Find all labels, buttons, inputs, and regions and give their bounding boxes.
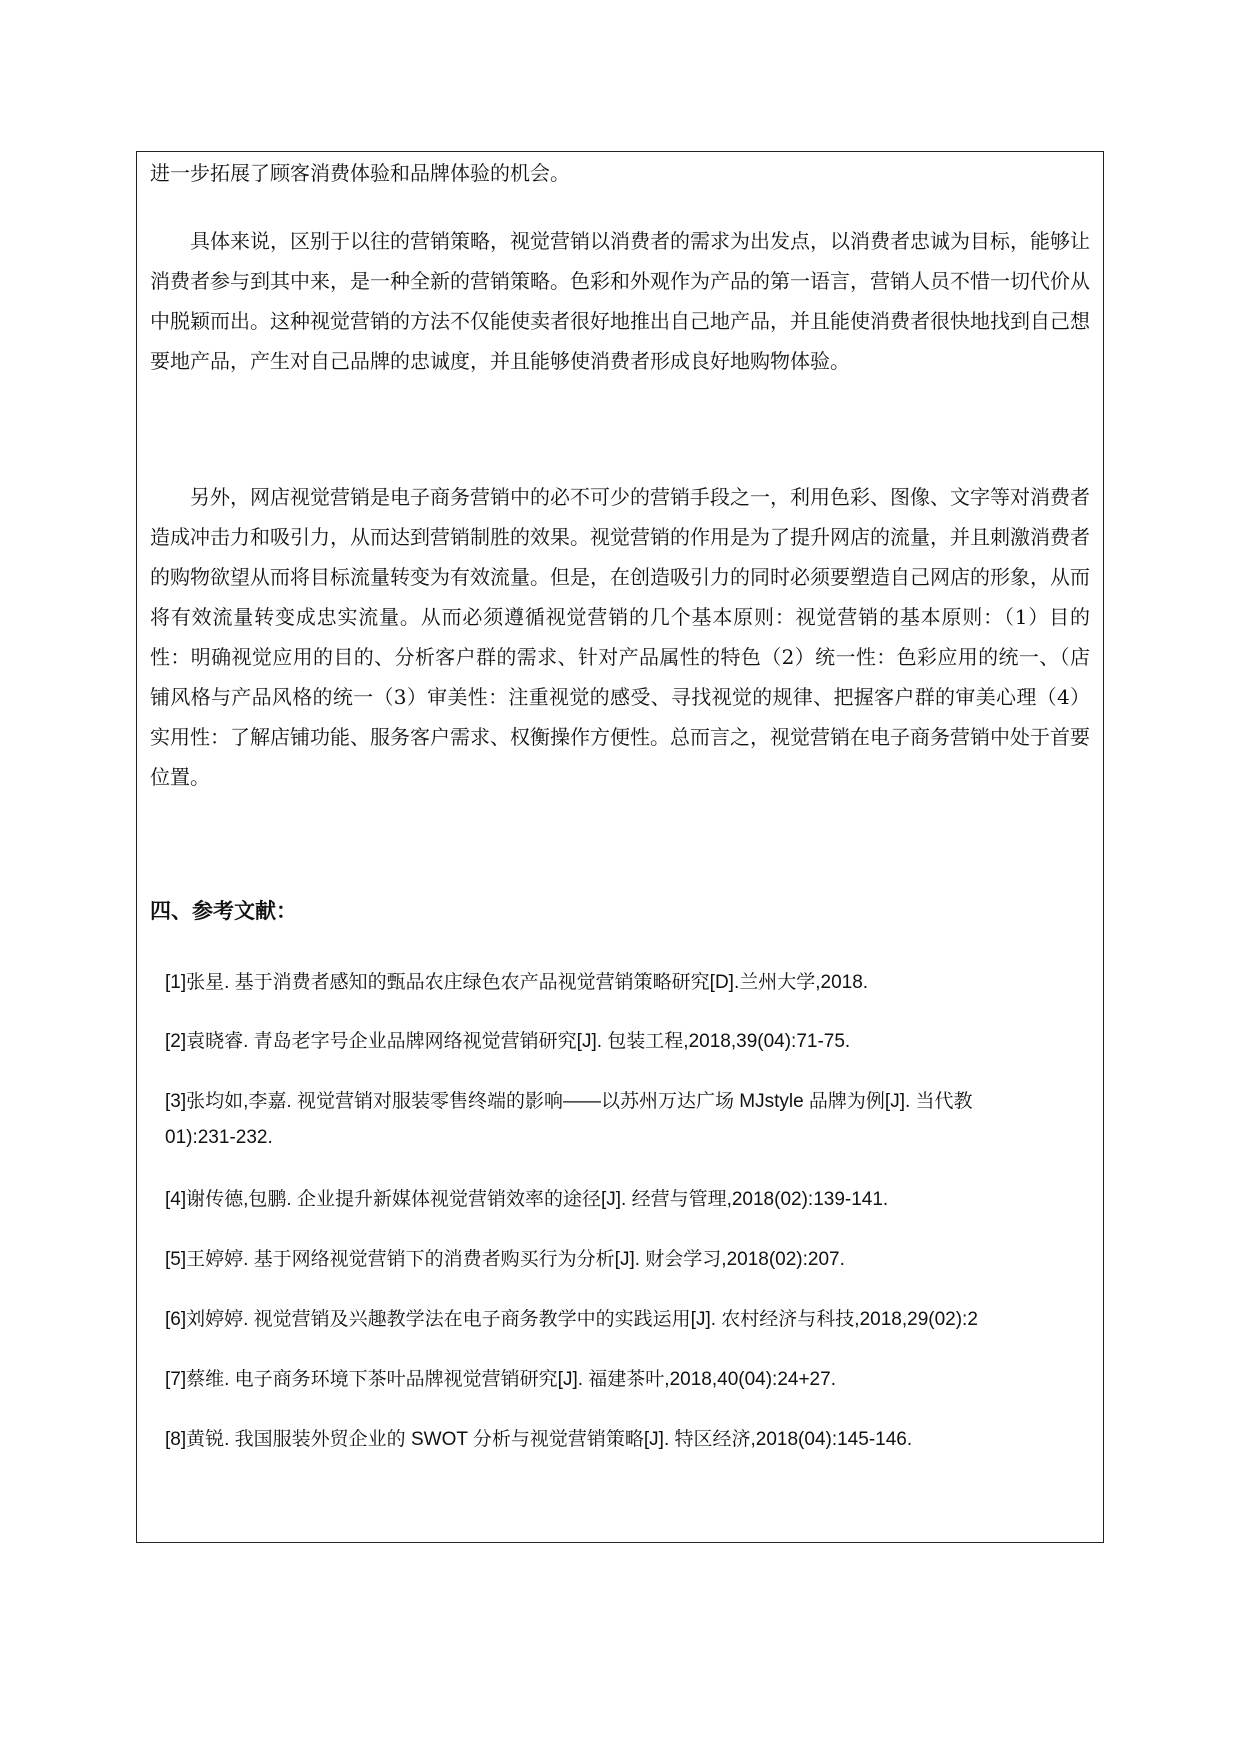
references-heading: 四、参考文献： [150, 899, 297, 923]
reference-item-1 [165, 965, 1104, 1001]
reference-text: [4]谢传德,包鹏. 企业提升新媒体视觉营销效率的途径[J]. 经营与管理,2018(02):139-141. [165, 1189, 889, 1210]
reference-text-continued: 01):231-232. [165, 1127, 273, 1148]
reference-text: [2]袁晓睿. 青岛老字号企业品牌网络视觉营销研究[J]. 包装工程,2018,39(04):71-75. [165, 1031, 851, 1052]
reference-text: [5]王婷婷. 基于网络视觉营销下的消费者购买行为分析[J]. 财会学习,2018(02):207. [165, 1249, 845, 1270]
reference-item-8 [165, 1422, 1104, 1458]
reference-text: [3]张均如,李嘉. 视觉营销对服装零售终端的影响——以苏州万达广场 MJstyle 品牌为例[J]. 当代教 [165, 1091, 973, 1112]
reference-text: [8]黄锐. 我国服装外贸企业的 SWOT 分析与视觉营销策略[J]. 特区经济,2018(04):145-146. [165, 1429, 913, 1450]
body-paragraph-2: 具体来说，区别于以往的营销策略，视觉营销以消费者的需求为出发点，以消费者忠诚为目标，能够让消费者参与到其中来，是一种全新的营销策略。色彩和外观作为产品的第一语言，营销人员不惜一切代价从中脱颖而出。这种视觉营销的方法不仅能使卖者很好地推出自己地产品，并且能使消费者很快地找到自己想要地产品，产生对自己品牌的忠诚度，并且能够使消费者形成良好地购物体验。 [150, 229, 1090, 373]
body-paragraph-1: 进一步拓展了顾客消费体验和品牌体验的机会。 [150, 161, 570, 185]
reference-text: [7]蔡维. 电子商务环境下茶叶品牌视觉营销研究[J]. 福建茶叶,2018,40(04):24+27. [165, 1369, 836, 1390]
content-frame [136, 151, 1104, 1543]
reference-text: [1]张星. 基于消费者感知的甄品农庄绿色农产品视觉营销策略研究[D].兰州大学,2018. [165, 972, 869, 993]
reference-item-7 [165, 1362, 1104, 1398]
reference-item-5 [165, 1242, 1104, 1278]
reference-item-3 [165, 1084, 1104, 1156]
body-paragraph-3: 另外，网店视觉营销是电子商务营销中的必不可少的营销手段之一，利用色彩、图像、文字等对消费者造成冲击力和吸引力，从而达到营销制胜的效果。视觉营销的作用是为了提升网店的流量，并且刺激消费者的购物欲望从而将目标流量转变为有效流量。但是，在创造吸引力的同时必须要塑造自己网店的形象，从而将有效流量转变成忠实流量。从而必须遵循视觉营销的几个基本原则：视觉营销的基本原则：（1）目的性：明确视觉应用的目的、分析客户群的需求、针对产品属性的特色（2）统一性：色彩应用的统一、（店铺风格与产品风格的统一（3）审美性：注重视觉的感受、寻找视觉的规律、把握客户群的审美心理（4）实用性：了解店铺功能、服务客户需求、权衡操作方便性。总而言之，视觉营销在电子商务营销中处于首要位置。 [150, 485, 1090, 789]
reference-item-2 [165, 1024, 1104, 1060]
reference-text: [6]刘婷婷. 视觉营销及兴趣教学法在电子商务教学中的实践运用[J]. 农村经济与科技,2018,29(02):2 [165, 1309, 978, 1330]
reference-item-4 [165, 1182, 1104, 1218]
reference-item-6 [165, 1302, 1104, 1338]
